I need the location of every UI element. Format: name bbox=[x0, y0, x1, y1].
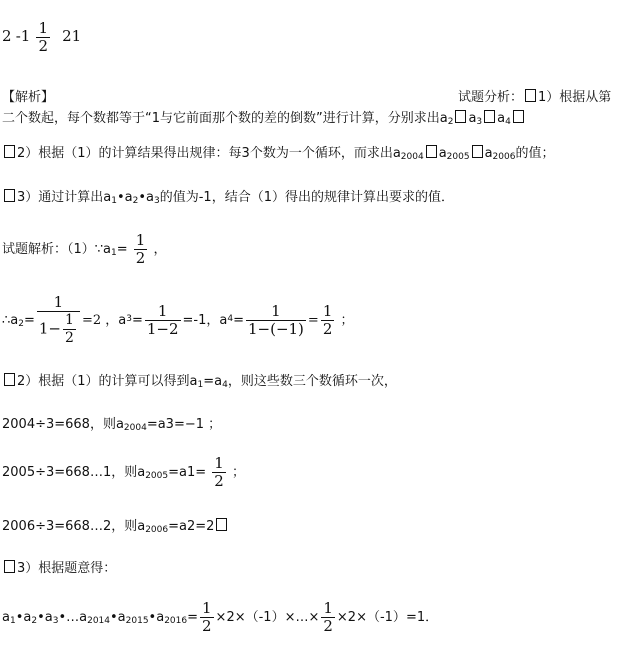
missing-glyph-icon bbox=[513, 110, 524, 123]
answer-line bbox=[2, 20, 81, 55]
missing-glyph-icon bbox=[4, 373, 15, 386]
solution-line-3: 2）根据（1）的计算可以得到$a_1=a_4$，则这些数三个数循环一次， bbox=[2, 370, 397, 390]
solution-line-2: $\therefore a_2=$ 1 1− $\frac{1}{2}$ =2 ，$a^3=$ $\frac{1}{1-2}$ =-1，$a^4=$ $\frac{1}{1-(-1)}$ = $\frac{1}{2}$ ； bbox=[2, 293, 354, 346]
solution-line-1: 试题解析：$(1)\because a_1=$ $\frac{1}{2}$ ， bbox=[2, 231, 167, 267]
missing-glyph-icon bbox=[455, 110, 466, 123]
missing-glyph-icon bbox=[216, 518, 227, 531]
answer-d: 21 bbox=[62, 27, 82, 45]
missing-glyph-icon bbox=[4, 145, 15, 158]
missing-glyph-icon bbox=[472, 145, 483, 158]
analysis-label: 【解析】 bbox=[2, 90, 55, 105]
solution-line-7: 3）根据题意得： bbox=[2, 557, 116, 576]
missing-glyph-icon bbox=[4, 189, 15, 202]
missing-glyph-icon bbox=[525, 89, 536, 102]
missing-glyph-icon bbox=[4, 560, 15, 573]
analysis-right: 试题分析： 1）根据从第 bbox=[458, 90, 612, 105]
missing-glyph-icon bbox=[484, 110, 495, 123]
analysis-line-4: 3）通过计算出$a_1•a_2•a_3$的值为-1，结合（1）得出的规律计算出要求的值． bbox=[2, 186, 454, 206]
analysis-line-3: 2）根据（1）的计算结果得出规律：每3个数为一个循环，而求出$a_{2004}$ $a_{2005}$ $a_{2006}$的值； bbox=[2, 142, 554, 162]
missing-glyph-icon bbox=[426, 145, 437, 158]
solution-line-5: 2005÷3=668…1，则$a_{2005}=a1=$ $\frac{1}{2}$ ； bbox=[2, 454, 245, 490]
solution-line-8: $a_1•a_2•a_3•\dots a_{2014}•a_{2015}•a_{2016}=$ $\frac{1}{2}$ ×2×（-1）×…× $\frac{1}{2}$ ×2×（-1）=1． bbox=[2, 599, 439, 635]
answer-half: $\frac{1}{2}$ bbox=[38, 19, 48, 55]
answer-b: -1 bbox=[15, 27, 31, 45]
solution-line-6: 2006÷3=668…2，则$a_{2006}=a2=2$ bbox=[2, 515, 229, 535]
solution-line-4: 2004÷3=668，则$a_{2004}=a3=-1$ ； bbox=[2, 417, 222, 433]
answer-a: 2 bbox=[2, 27, 12, 45]
analysis-line-2: 二个数起，每个数都等于“1与它前面那个数的差的倒数”进行计算，分别求出$a_2$ $a_3$ $a_4$ bbox=[2, 107, 526, 127]
